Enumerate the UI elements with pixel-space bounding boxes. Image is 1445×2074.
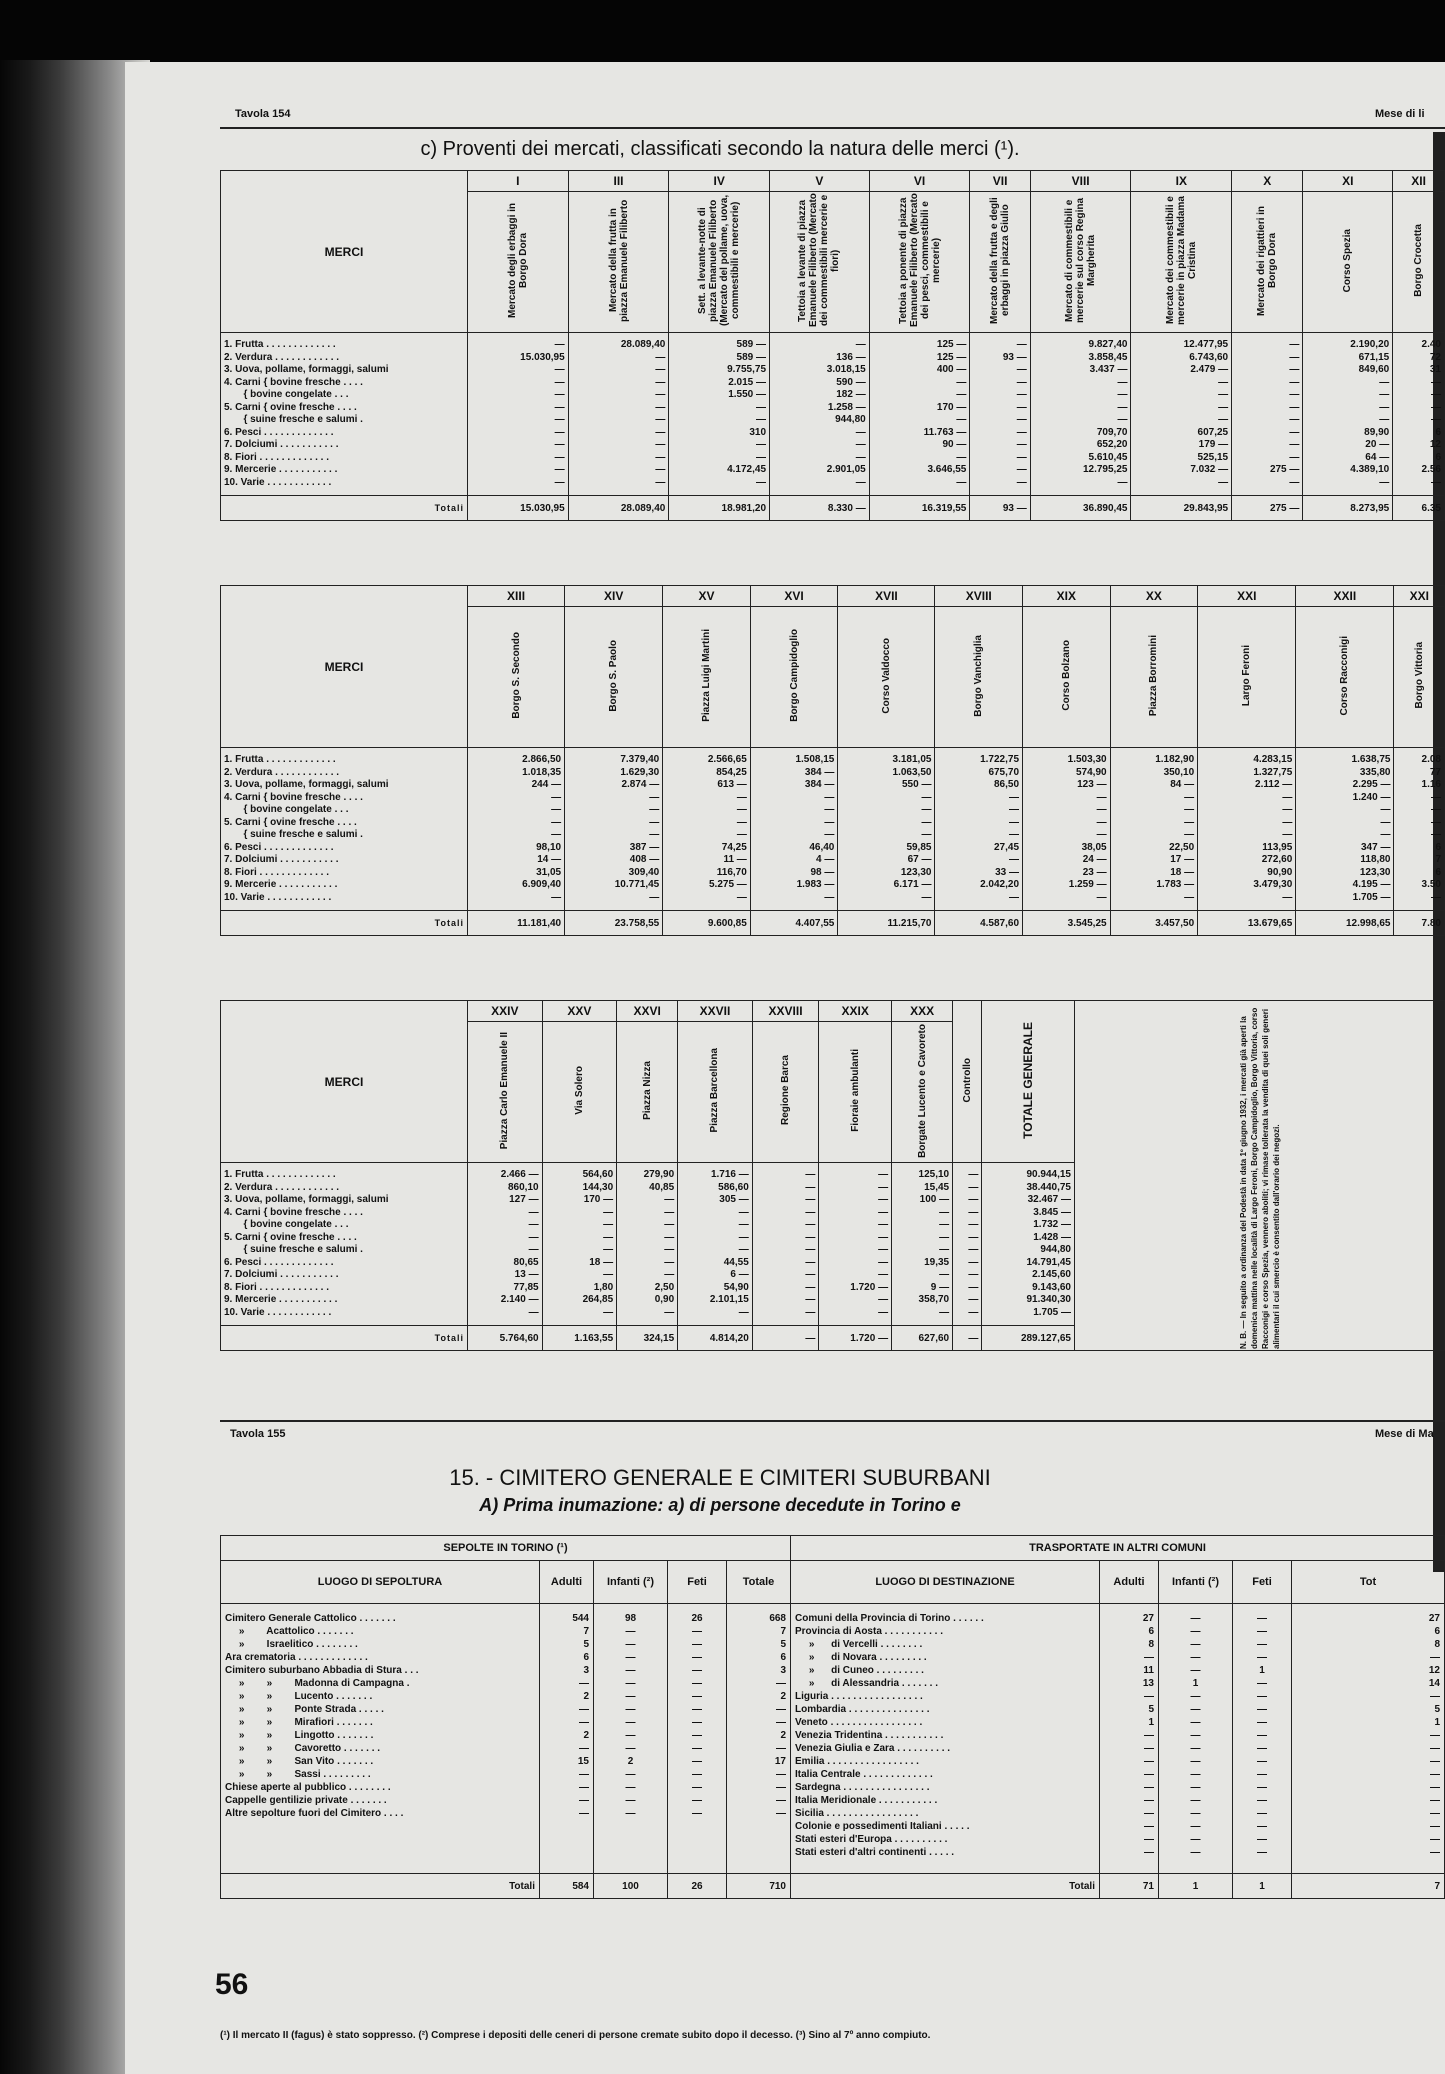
market-number: XX	[1110, 586, 1198, 607]
merci-header: MERCI	[221, 171, 468, 333]
sepoltura-places: Cimitero Generale Cattolico . . . . . . . » Acattolico . . . . . . . » Israelitico . . . . . . . . Ara crematoria . . . . . . . . . . . . . Cimitero suburbano Abbadia di Stura . . . » » Madonna di Campagna . » » Lucento . . . . . . . » » Ponte Strada . . . . . » » Mirafiori . . . . . . . » » Lingotto . . . . . . . » » Cavoretto . . . . . . . » » San Vito . . . . . . . » » Sassi . . . . . . . . . Chiese aperte al pubblico . . . . . . . . Cappelle gentilizie private . . . . . . . Altre sepolture fuori del Cimitero . . . .	[221, 1604, 540, 1874]
market-values: 1.716 — 586,60 305 — — — — — 44,55 6 — 54,90 2.101,15 —	[678, 1163, 753, 1326]
totali-label: Totali	[221, 1326, 468, 1351]
market-values: 1.182,90 350,10 84 — — — — — 22,50 17 — 18 — 1.783 — —	[1110, 748, 1198, 911]
col-totale-2: Tot	[1292, 1561, 1445, 1604]
market-values: 1.722,75 675,70 86,50 — — — — 27,45 — 33 — 2.042,20 —	[935, 748, 1023, 911]
market-number: XVII	[838, 586, 935, 607]
market-total: 23.758,55	[565, 911, 663, 936]
market-values: 4.283,15 1.327,75 2.112 — — — — — 113,95 272,60 90,90 3.479,30 —	[1198, 748, 1296, 911]
market-name-cell	[970, 192, 1030, 333]
page-number: 56	[215, 1968, 249, 2001]
sepoltura-totale: 668 7 5 6 3 — 2 — — 2 — 17 — — — —	[727, 1604, 791, 1874]
market-name-cell	[935, 607, 1023, 748]
market-values: 125 — 125 — 400 — — — 170 — — 11.763 — 90 — — 3.646,55 —	[869, 333, 970, 496]
destinazione-places: Comuni della Provincia di Torino . . . . . . Provincia di Aosta . . . . . . . . . . . » di Vercelli . . . . . . . . » di Novara . . . . . . . . . » di Cuneo . . . . . . . . . » di Alessandria . . . . . . . Liguria . . . . . . . . . . . . . . . . . Lombardia . . . . . . . . . . . . . . . Veneto . . . . . . . . . . . . . . . . . Venezia Tridentina . . . . . . . . . . . Venezia Giulia e Zara . . . . . . . . . . Emilia . . . . . . . . . . . . . . . . . Italia Centrale . . . . . . . . . . . . . Sardegna . . . . . . . . . . . . . . . . Italia Meridionale . . . . . . . . . . . Sicilia . . . . . . . . . . . . . . . . . Colonie e possedimenti Italiani . . . . . Stati esteri d'Europa . . . . . . . . . . Stati esteri d'altri continenti . . . . .	[791, 1604, 1100, 1874]
market-number: XXIV	[468, 1001, 543, 1022]
trasportate-totali-infanti: 1	[1159, 1874, 1233, 1899]
market-number: XVI	[750, 586, 838, 607]
merci-header: MERCI	[221, 586, 468, 748]
sepoltura-adulti: 544 7 5 6 3 — 2 — — 2 — 15 — — — —	[540, 1604, 594, 1874]
section-title: 15. - CIMITERO GENERALE E CIMITERI SUBURBANI	[449, 1465, 991, 1490]
market-number: I	[468, 171, 569, 192]
market-name: Tettoia a ponente di piazza Emanuele Filiberto (Mercato dei pesci, commestibili e mercerie)	[897, 193, 942, 328]
market-values: 2.08 77 1.16 — — — — 6 7 6 3.50 —	[1394, 748, 1445, 911]
market-total: 1.163,55	[542, 1326, 617, 1351]
market-name: Borgate Lucento e Cavoreto	[916, 1023, 928, 1158]
market-number: X	[1232, 171, 1303, 192]
merci-header: MERCI	[221, 1001, 468, 1163]
market-name: Mercato dei commestibili e mercerie in piazza Madama Cristina	[1164, 196, 1198, 325]
market-name: Largo Feroni	[1241, 644, 1253, 707]
market-number: VI	[869, 171, 970, 192]
market-name: Tettoia a levante di piazza Emanuele Filiberto (Mercato dei commestibili mercerie e fiori)	[797, 193, 842, 328]
section-subtitle: A) Prima inumazione: a) di persone decedute in Torino e	[479, 1495, 961, 1515]
market-name: Piazza Barcellona	[709, 1048, 721, 1133]
market-name-cell	[1131, 192, 1232, 333]
market-values: 564,60 144,30 170 — — — — — 18 — — 1,80 264,85 —	[542, 1163, 617, 1326]
sepoltura-infanti: 98 — — — — — — — — — — 2 — — — —	[594, 1604, 668, 1874]
sepolte-totali-totale: 710	[727, 1874, 791, 1899]
market-values: 12.477,95 6.743,60 2.479 — — — — — 607,25 179 — 525,15 7.032 — —	[1131, 333, 1232, 496]
col-luogo-destinazione: LUOGO DI DESTINAZIONE	[791, 1561, 1100, 1604]
mid-rule	[220, 1420, 1445, 1422]
market-name-cell	[838, 607, 935, 748]
items-list: 1. Frutta . . . . . . . . . . . . . 2. Verdura . . . . . . . . . . . . 3. Uova, pollame, formaggi, salumi 4. Carni { bovine fresche . . . . { bovine congelate . . . 5. Carni { ovine fresche . . . . { suine fresche e salumi . 6. Pesci . . . . . . . . . . . . . 7. Dolciumi . . . . . . . . . . . 8. Fiori . . . . . . . . . . . . . 9. Mercerie . . . . . . . . . . . 10. Varie . . . . . . . . . . . .	[221, 1163, 468, 1326]
market-name-cell	[1393, 192, 1445, 333]
totale-generale-header	[982, 1001, 1075, 1163]
market-total: 5.764,60	[468, 1326, 543, 1351]
market-values: 9.827,40 3.858,45 3.437 — — — — — 709,70 652,20 5.610,45 12.795,25 —	[1030, 333, 1131, 496]
market-number: IV	[669, 171, 770, 192]
market-name: Borgo Vanchiglia	[973, 634, 985, 717]
market-total: 93 —	[970, 496, 1030, 521]
market-total: 15.030,95	[468, 496, 569, 521]
col-feti-2: Feti	[1233, 1561, 1292, 1604]
market-total: 8.330 —	[770, 496, 870, 521]
market-number: XV	[663, 586, 751, 607]
market-name-cell	[1198, 607, 1296, 748]
column-title: Controllo	[961, 1057, 973, 1103]
footnotes: (¹) Il mercato II (fagus) è stato soppresso. (²) Comprese i depositi delle ceneri di persone cremate subito dopo il decesso. (³) Sino al 7º anno compiuto.	[220, 2030, 931, 2041]
market-number: V	[770, 171, 870, 192]
market-total: 28.089,40	[568, 496, 669, 521]
market-values: — — — — — — — — — — — —	[953, 1163, 982, 1326]
market-values: 7.379,40 1.629,30 2.874 — — — — — 387 — 408 — 309,40 10.771,45 —	[565, 748, 663, 911]
market-name-cell	[1303, 192, 1393, 333]
market-number: XII	[1393, 171, 1445, 192]
market-total: 3.545,25	[1023, 911, 1111, 936]
col-adulti-2: Adulti	[1100, 1561, 1159, 1604]
market-total: 6.35	[1393, 496, 1445, 521]
market-name: Corso Racconigi	[1339, 635, 1351, 716]
market-number: XXVII	[678, 1001, 753, 1022]
market-total: —	[752, 1326, 819, 1351]
market-total: —	[953, 1326, 982, 1351]
col-luogo-sepoltura: LUOGO DI SEPOLTURA	[221, 1561, 540, 1604]
market-name: Piazza Nizza	[641, 1061, 653, 1120]
tavola-155-label: Tavola 155	[230, 1428, 286, 1440]
market-number: XXVI	[617, 1001, 678, 1022]
market-name: Mercato dei rigattieri in Borgo Dora	[1256, 205, 1279, 316]
market-name: Piazza Carlo Emanuele II	[499, 1031, 511, 1150]
market-values: — 15.030,95 — — — — — — — — — —	[468, 333, 569, 496]
month-label: Mese di li	[1375, 108, 1425, 120]
market-name-cell	[750, 607, 838, 748]
market-name-cell	[770, 192, 870, 333]
market-name-cell	[468, 607, 565, 748]
market-total: 275 —	[1232, 496, 1303, 521]
market-name: Borgo Campidoglio	[788, 629, 800, 722]
trasportate-totali-adulti: 71	[1100, 1874, 1159, 1899]
market-values: 28.089,40 — — — — — — — — — — —	[568, 333, 669, 496]
market-name: Borgo Crocetta	[1413, 224, 1425, 297]
market-name-cell	[869, 192, 970, 333]
market-total: 4.587,60	[935, 911, 1023, 936]
market-name: Piazza Borromini	[1148, 634, 1160, 717]
market-number: XXI	[1198, 586, 1296, 607]
market-values: 125,10 15,45 100 — — — — — 19,35 — 9 — 358,70 —	[892, 1163, 953, 1326]
market-values: — — — — — — — — — 1.720 — — —	[819, 1163, 892, 1326]
market-name-cell	[892, 1022, 953, 1163]
items-list: 1. Frutta . . . . . . . . . . . . . 2. Verdura . . . . . . . . . . . . 3. Uova, pollame, formaggi, salumi 4. Carni { bovine fresche . . . . { bovine congelate . . . 5. Carni { ovine fresche . . . . { suine fresche e salumi . 6. Pesci . . . . . . . . . . . . . 7. Dolciumi . . . . . . . . . . . 8. Fiori . . . . . . . . . . . . . 9. Mercerie . . . . . . . . . . . 10. Varie . . . . . . . . . . . .	[221, 748, 468, 911]
market-name-cell	[752, 1022, 819, 1163]
col-infanti-2: Infanti (²)	[1159, 1561, 1233, 1604]
col-infanti: Infanti (²)	[594, 1561, 668, 1604]
market-number: XXI	[1394, 586, 1445, 607]
market-number: XIV	[565, 586, 663, 607]
market-total: 12.998,65	[1296, 911, 1394, 936]
market-number: XIX	[1023, 586, 1111, 607]
col-totale: Totale	[727, 1561, 791, 1604]
destinazione-infanti: — — — — — 1 — — — — — — — — — — — — —	[1159, 1604, 1233, 1874]
market-name: Mercato degli erbaggi in Borgo Dora	[506, 202, 529, 319]
market-name-cell	[565, 607, 663, 748]
totali-label: Totali	[221, 911, 468, 936]
market-name-cell	[617, 1022, 678, 1163]
market-total: 9.600,85	[663, 911, 751, 936]
market-values: 2.466 — 860,10 127 — — — — — 80,65 13 — 77,85 2.140 — —	[468, 1163, 543, 1326]
market-total: 4.814,20	[678, 1326, 753, 1351]
market-total: 36.890,45	[1030, 496, 1131, 521]
sepolte-totali-feti: 26	[668, 1874, 727, 1899]
market-total: 324,15	[617, 1326, 678, 1351]
market-total: 4.407,55	[750, 911, 838, 936]
market-name-cell	[568, 192, 669, 333]
market-number: XI	[1303, 171, 1393, 192]
market-total: 18.981,20	[669, 496, 770, 521]
market-values: — 136 — 3.018,15 590 — 182 — 1.258 — 944,80 — — — 2.901,05 —	[770, 333, 870, 496]
market-total: 1.720 —	[819, 1326, 892, 1351]
sepolte-totali-infanti: 100	[594, 1874, 668, 1899]
market-name-cell	[542, 1022, 617, 1163]
market-name: Sett. a levante-notte di piazza Emanuele Filiberto (Mercato del pollame, uova, commestibili e mercerie)	[697, 194, 742, 327]
controllo-header	[953, 1001, 982, 1163]
sepolte-header: SEPOLTE IN TORINO (¹)	[221, 1536, 791, 1561]
destinazione-adulti: 27 6 8 — 11 13 — 5 1 — — — — — — — — — —	[1100, 1604, 1159, 1874]
market-name-cell	[819, 1022, 892, 1163]
destinazione-feti: — — — — 1 — — — — — — — — — — — — — —	[1233, 1604, 1292, 1874]
top-rule	[220, 127, 1445, 129]
tavola-154-label: Tavola 154	[235, 108, 291, 120]
trasportate-header: TRASPORTATE IN ALTRI COMUNI	[791, 1536, 1445, 1561]
market-name-cell	[1030, 192, 1131, 333]
trasportate-totali-feti: 1	[1233, 1874, 1292, 1899]
market-values: — — — — — — — — — — 275 — —	[1232, 333, 1303, 496]
market-values: 1.508,15 384 — 384 — — — — — 46,40 4 — 98 — 1.983 — —	[750, 748, 838, 911]
sepolte-totali-label: Totali	[221, 1874, 540, 1899]
column-title: TOTALE GENERALE	[1020, 1021, 1035, 1139]
month-label-2: Mese di Ma	[1375, 1428, 1434, 1440]
market-values: — — — — — — — — — — — —	[752, 1163, 819, 1326]
market-number: XVIII	[935, 586, 1023, 607]
scan-top-shadow	[0, 0, 1445, 70]
sepoltura-feti: 26 — — — — — — — — — — — — — — —	[668, 1604, 727, 1874]
market-name: Borgo S. Secondo	[510, 632, 522, 719]
trasportate-totali-label: Totali	[791, 1874, 1100, 1899]
market-values: 90.944,15 38.440,75 32.467 — 3.845 — 1.732 — 1.428 — 944,80 14.791,45 2.145,60 9.143,60 91.340,30 1.705 —	[982, 1163, 1075, 1326]
market-name-cell	[669, 192, 770, 333]
market-number: XXVIII	[752, 1001, 819, 1022]
market-name: Borgo S. Paolo	[608, 639, 620, 712]
market-number: XIII	[468, 586, 565, 607]
market-name: Corso Spezia	[1342, 228, 1354, 293]
market-total: 3.457,50	[1110, 911, 1198, 936]
market-name: Mercato di commestibili e mercerie sul corso Regina Margherita	[1064, 197, 1098, 324]
market-values: 1.638,75 335,80 2.295 — 1.240 — — — — 347 — 118,80 123,30 4.195 — 1.705 —	[1296, 748, 1394, 911]
sepolte-totali-adulti: 584	[540, 1874, 594, 1899]
market-values: 2.566,65 854,25 613 — — — — — 74,25 11 — 116,70 5.275 — —	[663, 748, 751, 911]
nb-note: N. B. — In seguito a ordinanza del Podestà in data 1º giugno 1932, i mercati già aperti la domenica mattina nelle località di Largo Feroni, Borgo Campidoglio, Borgo Vittoria, corso Racconigi e corso Spezia, vennero aboliti; vi rimase tollerata la vendita di quei soli generi alimentari il cui smercio è consentito dall'orario dei negozi.	[1238, 1007, 1281, 1349]
market-values: 2.866,50 1.018,35 244 — — — — — 98,10 14 — 31,05 6.909,40 —	[468, 748, 565, 911]
market-values: 279,90 40,85 — — — — — — — 2,50 0,90 —	[617, 1163, 678, 1326]
market-number: VII	[970, 171, 1030, 192]
markets-table-block-1	[220, 170, 1445, 521]
market-name: Piazza Luigi Martini	[701, 629, 713, 722]
market-name: Fioraie ambulanti	[849, 1049, 861, 1132]
market-total: 289.127,65	[982, 1326, 1075, 1351]
market-total: 627,60	[892, 1326, 953, 1351]
market-name-cell	[1023, 607, 1111, 748]
market-values: 1.503,30 574,90 123 — — — — — 38,05 24 — 23 — 1.259 — —	[1023, 748, 1111, 911]
market-name-cell	[663, 607, 751, 748]
market-values: 589 — 589 — 9.755,75 2.015 — 1.550 — — — 310 — — 4.172,45 —	[669, 333, 770, 496]
nb-note-cell	[1075, 1001, 1445, 1351]
market-name: Borgo Vittoria	[1413, 642, 1425, 709]
market-total: 29.843,95	[1131, 496, 1232, 521]
items-list: 1. Frutta . . . . . . . . . . . . . 2. Verdura . . . . . . . . . . . . 3. Uova, pollame, formaggi, salumi 4. Carni { bovine fresche . . . . { bovine congelate . . . 5. Carni { ovine fresche . . . . { suine fresche e salumi . 6. Pesci . . . . . . . . . . . . . 7. Dolciumi . . . . . . . . . . . 8. Fiori . . . . . . . . . . . . . 9. Mercerie . . . . . . . . . . . 10. Varie . . . . . . . . . . . .	[221, 333, 468, 496]
cemetery-table	[220, 1535, 1445, 1899]
market-name-cell	[1110, 607, 1198, 748]
market-total: 16.319,55	[869, 496, 970, 521]
market-number: XXII	[1296, 586, 1394, 607]
market-name-cell	[468, 192, 569, 333]
markets-table-block-3	[220, 1000, 1445, 1351]
market-number: VIII	[1030, 171, 1131, 192]
market-number: IX	[1131, 171, 1232, 192]
market-total: 7.80	[1394, 911, 1445, 936]
market-name-cell	[1296, 607, 1394, 748]
trasportate-totali-totale: 7	[1292, 1874, 1445, 1899]
market-name: Via Solero	[573, 1066, 585, 1115]
market-name: Mercato della frutta e degli erbaggi in piazza Giulio	[989, 197, 1012, 324]
market-values: 3.181,05 1.063,50 550 — — — — — 59,85 67 — 123,30 6.171 — —	[838, 748, 935, 911]
market-values: 2.190,20 671,15 849,60 — — — — 89,90 20 — 64 — 4.389,10 —	[1303, 333, 1393, 496]
table-title: c) Proventi dei mercati, classificati secondo la natura delle merci (¹).	[420, 138, 1020, 160]
market-total: 13.679,65	[1198, 911, 1296, 936]
destinazione-totale: 27 6 8 — 12 14 — 5 1 — — — — — — — — — —	[1292, 1604, 1445, 1874]
market-name-cell	[468, 1022, 543, 1163]
market-name: Corso Valdocco	[880, 637, 892, 714]
market-total: 11.181,40	[468, 911, 565, 936]
market-number: XXIX	[819, 1001, 892, 1022]
market-values: — 93 — — — — — — — — — — —	[970, 333, 1030, 496]
market-name: Mercato della frutta in piazza Emanuele Filiberto	[607, 199, 630, 322]
market-total: 11.215,70	[838, 911, 935, 936]
market-total: 8.273,95	[1303, 496, 1393, 521]
market-name-cell	[678, 1022, 753, 1163]
market-name-cell	[1232, 192, 1303, 333]
market-number: III	[568, 171, 669, 192]
market-number: XXX	[892, 1001, 953, 1022]
col-feti: Feti	[668, 1561, 727, 1604]
market-values: 2.40 72 31 — — — — 6 12 6 2.56 —	[1393, 333, 1445, 496]
col-adulti: Adulti	[540, 1561, 594, 1604]
markets-table-block-2	[220, 585, 1445, 936]
totali-label: Totali	[221, 496, 468, 521]
market-number: XXV	[542, 1001, 617, 1022]
market-name: Corso Bolzano	[1060, 640, 1072, 711]
market-name: Regione Barca	[780, 1055, 792, 1126]
market-name-cell	[1394, 607, 1445, 748]
